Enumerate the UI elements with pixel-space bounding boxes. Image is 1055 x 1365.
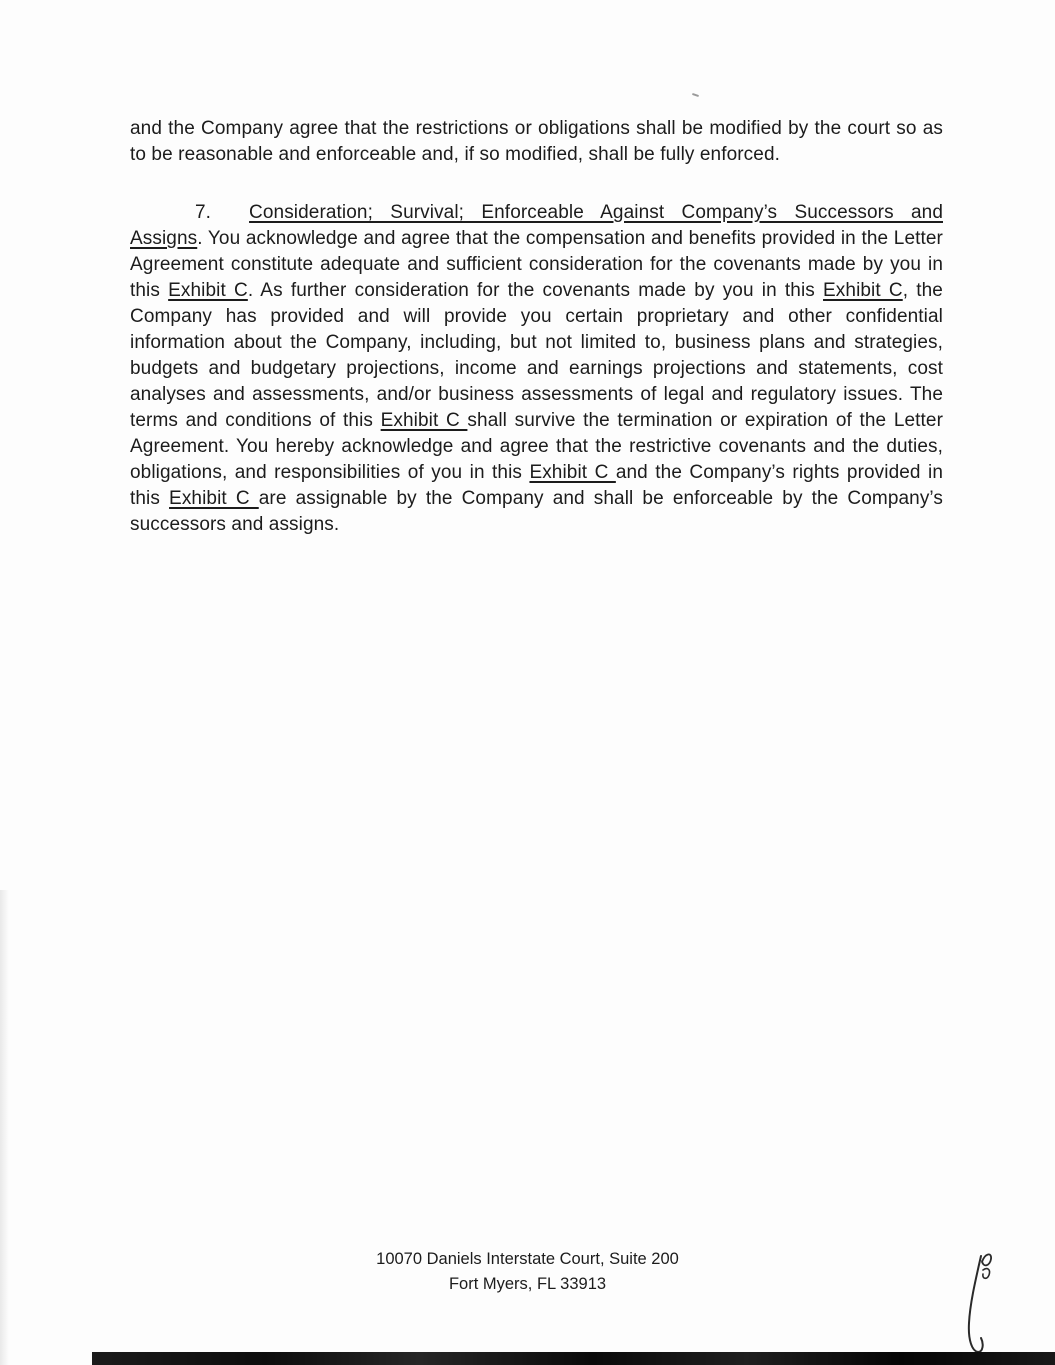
body-text: . You acknowledge and agree that the compensation and benefits provided in the Letter Agreement constitute adequate and sufficient consideration for the covenants made by you in this <box>130 228 943 301</box>
scan-edge-artifact <box>0 890 9 1365</box>
handwritten-mark <box>952 1248 1002 1358</box>
underlined-text: Consideration; Survival; Enforceable Against Company’s Successors and Assigns <box>130 202 943 249</box>
body-text: . As further consideration for the covenants made by you in this <box>247 280 824 301</box>
body-text: and the Company’s rights provided in this <box>130 462 943 509</box>
paragraph-continuation: and the Company agree that the restrictions or obligations shall be modified by the court so as to be reasonable and enforceable and, if so modified, shall be fully enforced. <box>130 118 943 165</box>
underlined-text: Exhibit C <box>168 280 248 301</box>
document-body <box>130 116 943 538</box>
body-text: , the Company has provided and will provide you certain proprietary and other confidential information about the Company, including, but not limited to, business plans and strategies, budgets and budgetary projections, income and earnings projections and statements, cost analyses and assessments, and/or business assessments of legal and regulatory issues. The terms and conditions of this <box>130 280 943 431</box>
underlined-text: Exhibit C <box>169 488 259 509</box>
underlined-text: Exhibit C <box>380 410 468 431</box>
footer-address-line2: Fort Myers, FL 33913 <box>448 1275 607 1293</box>
underlined-text: Exhibit C <box>823 280 903 301</box>
section-7-richtext <box>130 202 943 535</box>
scan-bar-artifact <box>92 1352 1055 1365</box>
section-7-paragraph <box>130 200 943 538</box>
body-text: shall survive the termination or expiration of the Letter Agreement. You hereby acknowledge and agree that the restrictive covenants and the duties, obligations, and responsibilities of you in this <box>130 410 943 483</box>
scan-speck-artifact <box>692 93 699 97</box>
underlined-text: Exhibit C <box>529 462 616 483</box>
body-text: are assignable by the Company and shall be enforceable by the Company’s successors and assigns. <box>130 488 943 535</box>
page-footer <box>0 1247 1055 1297</box>
footer-address-line1: 10070 Daniels Interstate Court, Suite 200 <box>376 1250 679 1268</box>
section-7-number: 7. <box>195 202 212 223</box>
